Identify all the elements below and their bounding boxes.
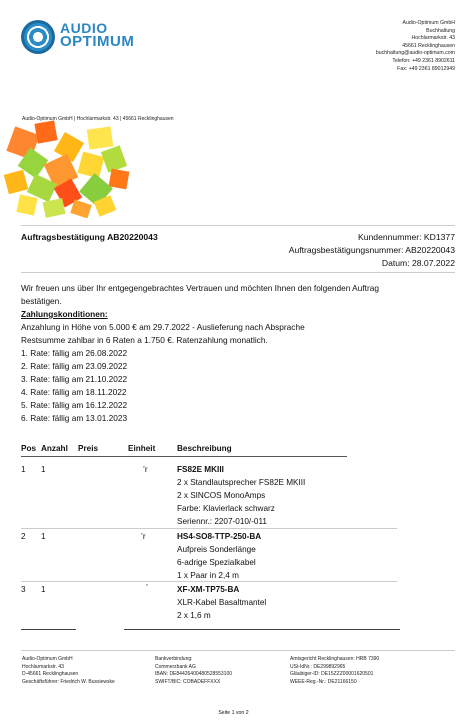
table-header-divider <box>21 456 347 457</box>
row-pos: 3 <box>21 585 26 594</box>
footer-bank-info <box>155 656 232 686</box>
row-description-line: Farbe: Klavierlack schwarz <box>177 504 275 513</box>
footer-line: Commerzbank AG <box>155 663 196 670</box>
row-product-title: FS82E MKIII <box>177 465 224 474</box>
sender-line: Fax: +49 2361 89012949 <box>397 65 455 72</box>
installment-item: 2. Rate: fällig am 23.09.2022 <box>21 361 128 371</box>
row-product-title: XF-XM-TP75-BA <box>177 585 240 594</box>
order-confirmation-number: Auftragsbestätigungsnummer: AB20220043 <box>288 245 455 255</box>
intro-text-cont: bestätigen. <box>21 296 62 306</box>
row-description-line: Seriennr.: 2207-010/-011 <box>177 517 267 526</box>
row-pos: 1 <box>21 465 26 474</box>
payment-terms-remainder: Restsumme zahlbar in 6 Raten a 1.750 €. Ratenzahlung monatlich. <box>21 335 268 345</box>
footer-line: WEEE-Reg.-Nr.: DE21166150 <box>290 678 357 685</box>
header-top-divider <box>21 225 455 226</box>
sender-address <box>376 20 455 73</box>
payment-terms-deposit: Anzahlung in Höhe von 5.000 € am 29.7.2022 - Auslieferung nach Absprache <box>21 322 305 332</box>
sender-line: Buchhaltung <box>426 27 455 34</box>
column-header-description: Beschreibung <box>177 444 232 453</box>
sender-line: Hochlarmarkstr. 43 <box>411 35 455 42</box>
intro-text: Wir freuen uns über Ihr entgegengebrachtes Vertrauen und möchten Ihnen den folgenden Auftrag <box>21 283 379 293</box>
row-description-line: Aufpreis Sonderlänge <box>177 545 256 554</box>
table-bottom-rule <box>124 629 400 630</box>
footer-line: Audio-Optimum GmbH <box>22 656 73 662</box>
row-description-line: 2 x SINCOS MonoAmps <box>177 491 266 500</box>
footer-divider <box>21 650 455 651</box>
payment-terms-heading: Zahlungskonditionen: <box>21 309 108 319</box>
row-quantity: 1 <box>41 585 46 594</box>
column-header-pos: Pos <box>21 444 37 453</box>
row-unit: ’r <box>143 465 148 474</box>
column-header-price: Preis <box>78 444 99 453</box>
installment-item: 1. Rate: fällig am 26.08.2022 <box>21 348 128 358</box>
decorative-squares-image <box>0 118 160 218</box>
installment-item: 3. Rate: fällig am 21.10.2022 <box>21 374 128 384</box>
column-header-unit: Einheit <box>128 444 156 453</box>
return-address-line: Audio-Optimum GmbH | Hochlarmarkstr. 43 | 45661 Recklinghausen <box>22 116 174 122</box>
row-product-title: HS4-SO8-TTP-250-BA <box>177 532 262 541</box>
table-bottom-rule <box>21 629 76 630</box>
logo-line-1: AUDIO <box>60 20 108 36</box>
footer-line: SWIFT/BIC: COBADEFFXXX <box>155 678 221 685</box>
row-description-line: 6-adrige Spezialkabel <box>177 558 256 567</box>
row-quantity: 1 <box>41 465 46 474</box>
footer-line: D-45661 Recklinghausen <box>22 671 79 678</box>
column-header-quantity: Anzahl <box>41 444 68 453</box>
row-description-line: 1 x Paar in 2,4 m <box>177 571 239 580</box>
sender-line: 45661 Recklinghausen <box>402 42 455 49</box>
footer-line: Bankverbindung: <box>155 656 193 662</box>
installment-item: 6. Rate: fällig am 13.01.2023 <box>21 413 128 423</box>
footer-line: USt-IdNr.: DE299892965 <box>290 663 346 670</box>
table-row-divider <box>21 581 397 582</box>
customer-number: Kundennummer: KD1377 <box>358 232 455 242</box>
document-title: Auftragsbestätigung AB20220043 <box>21 232 158 242</box>
footer-line: Geschäftsführer: Friedrich W. Bussiewske <box>22 678 115 685</box>
sender-line: buchhaltung@audio-optimum.com <box>375 50 455 57</box>
page-number: Seite 1 von 2 <box>218 710 249 716</box>
sender-line: Audio-Optimum GmbH <box>402 20 455 26</box>
header-bottom-divider <box>21 272 455 273</box>
footer-company-info <box>22 656 115 686</box>
sender-line: Telefon: +49 2361 8902611 <box>392 57 455 64</box>
document-date: Datum: 28.07.2022 <box>381 258 455 268</box>
company-logo <box>60 21 134 49</box>
installment-item: 4. Rate: fällig am 18.11.2022 <box>21 387 127 397</box>
row-unit: ’ <box>146 583 148 592</box>
footer-line: Hochlarmarkstr. 43 <box>22 663 64 670</box>
table-row-divider <box>21 528 397 529</box>
footer-line: IBAN: DE84426400480528553100 <box>155 671 233 678</box>
row-unit: ’r <box>141 532 146 541</box>
speaker-logo-icon <box>21 20 55 54</box>
footer-legal-info <box>290 656 379 686</box>
footer-line: Amtsgericht Recklinghausen: HRB 7390 <box>290 656 380 662</box>
row-quantity: 1 <box>41 532 46 541</box>
logo-line-2: OPTIMUM <box>60 33 135 50</box>
installment-item: 5. Rate: fällig am 16.12.2022 <box>21 400 128 410</box>
row-pos: 2 <box>21 532 26 541</box>
row-description-line: 2 x Standlautsprecher FS82E MKIII <box>177 478 306 487</box>
row-description-line: 2 x 1,6 m <box>177 611 211 620</box>
row-description-line: XLR-Kabel Basaltmantel <box>177 598 267 607</box>
footer-line: Gläubiger-ID: DE15ZZZ00001620501 <box>290 671 374 678</box>
